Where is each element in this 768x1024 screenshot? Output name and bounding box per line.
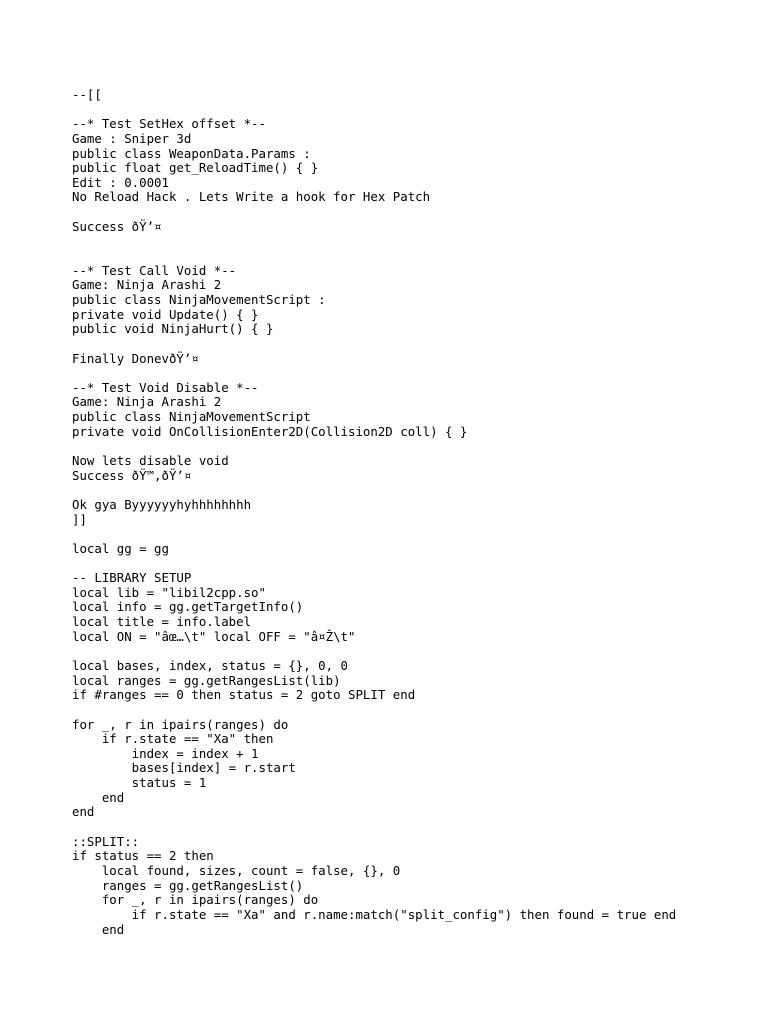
code-line <box>72 366 752 381</box>
code-line <box>72 205 752 220</box>
code-line <box>72 820 752 835</box>
code-line: if r.state == "Xa" then <box>72 731 274 747</box>
code-line: local gg = gg <box>72 540 169 556</box>
code-line: end <box>72 789 125 805</box>
code-line <box>72 527 752 542</box>
code-line <box>72 439 752 454</box>
code-line: if #ranges == 0 then status = 2 goto SPLIT end <box>72 687 416 703</box>
code-line: if status == 2 then <box>72 848 214 864</box>
code-line: ranges = gg.getRangesList() <box>72 877 304 893</box>
code-line <box>72 557 752 572</box>
code-line <box>72 103 752 118</box>
code-line <box>72 483 752 498</box>
code-line: Finally DonevðŸ’¤ <box>72 350 199 366</box>
code-line: status = 1 <box>72 775 207 791</box>
code-line: Success ðŸ™‚ðŸ’¤ <box>72 467 192 483</box>
code-line: bases[index] = r.start <box>72 760 296 776</box>
code-line: Now lets disable void <box>72 453 229 469</box>
code-line: for _, r in ipairs(ranges) do <box>72 716 289 732</box>
code-line: end <box>72 804 95 820</box>
code-line: ::SPLIT:: <box>72 833 140 849</box>
code-line <box>72 337 752 352</box>
code-line: --[[ <box>72 87 102 102</box>
code-line <box>72 703 752 718</box>
code-line: Ok gya Byyyyyyhyhhhhhhhh <box>72 496 252 512</box>
code-line: public class WeaponData.Params : <box>72 145 311 161</box>
code-line: --* Test Void Disable *-- <box>72 379 259 395</box>
code-line: public float get_ReloadTime() { } <box>72 160 319 176</box>
code-line: local info = gg.getTargetInfo() <box>72 599 304 615</box>
code-line: end <box>72 921 125 937</box>
code-line: Edit : 0.0001 <box>72 174 169 190</box>
code-line <box>72 234 752 249</box>
code-listing <box>72 88 752 937</box>
code-line: local bases, index, status = {}, 0, 0 <box>72 657 349 673</box>
code-line: --* Test SetHex offset *-- <box>72 116 266 132</box>
code-line: No Reload Hack . Lets Write a hook for Hex Patch <box>72 189 431 205</box>
code-line: ]] <box>72 511 87 527</box>
code-line: local title = info.label <box>72 614 252 630</box>
code-line: local ON = "âœ…\t" local OFF = "â¤Ž\t" <box>72 628 356 644</box>
code-line: index = index + 1 <box>72 745 259 761</box>
code-line: private void OnCollisionEnter2D(Collision2D coll) { } <box>72 423 468 439</box>
code-line: --* Test Call Void *-- <box>72 262 237 278</box>
code-line: local lib = "libil2cpp.so" <box>72 584 266 600</box>
code-line: if r.state == "Xa" and r.name:match("split_config") then found = true end <box>72 906 677 922</box>
code-line: Game : Sniper 3d <box>72 130 192 146</box>
code-line <box>72 249 752 264</box>
code-line: public class NinjaMovementScript <box>72 409 311 425</box>
code-line: Success ðŸ’¤ <box>72 218 162 234</box>
code-line: local ranges = gg.getRangesList(lib) <box>72 672 341 688</box>
code-line: public class NinjaMovementScript : <box>72 291 326 307</box>
code-line: Game: Ninja Arashi 2 <box>72 394 222 410</box>
code-line: public void NinjaHurt() { } <box>72 321 274 337</box>
code-line: local found, sizes, count = false, {}, 0 <box>72 862 401 878</box>
code-line: -- LIBRARY SETUP <box>72 570 192 586</box>
code-line: for _, r in ipairs(ranges) do <box>72 892 319 908</box>
code-line: Game: Ninja Arashi 2 <box>72 277 222 293</box>
code-line: private void Update() { } <box>72 306 259 322</box>
code-line <box>72 644 752 659</box>
